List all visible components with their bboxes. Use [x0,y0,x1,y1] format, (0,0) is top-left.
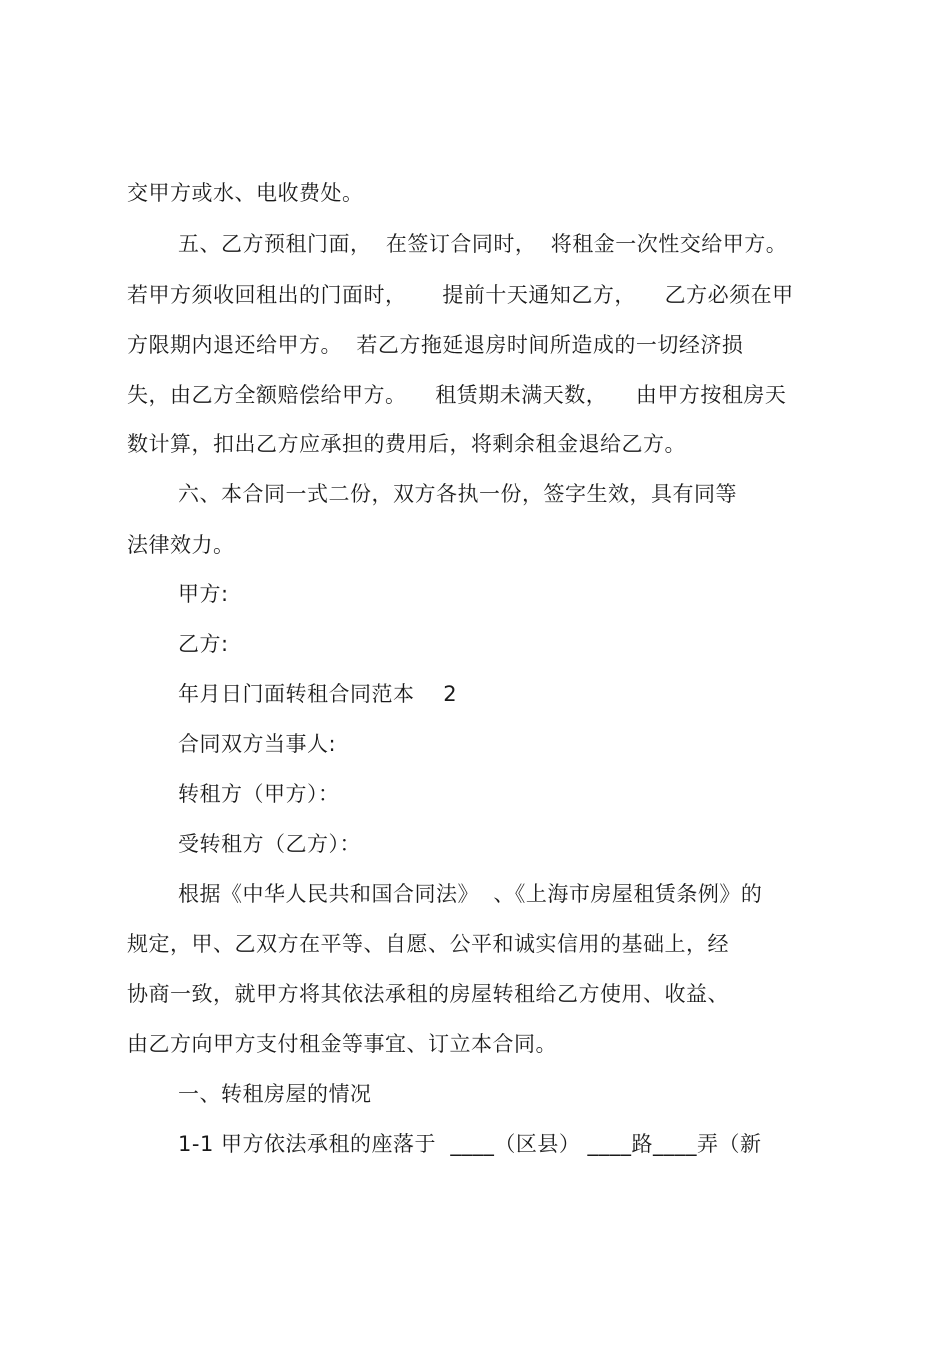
text-line: 1-1 甲方依法承租的座落于 ____（区县） ____路____弄（新 [178,1132,762,1156]
text-line: 转租方（甲方）： [178,782,340,806]
signature-party-b: 乙方: [178,632,229,656]
signature-party-a: 甲方: [178,582,229,606]
text-line: 受转租方（乙方）： [178,832,361,856]
text-line: 方限期内退还给甲方。 若乙方拖延退房时间所造成的一切经济损 [127,333,744,357]
text-line: 合同双方当事人: [178,732,337,756]
section-heading: 一、转租房屋的情况 [178,1082,372,1106]
text-line: 若甲方须收回租出的门面时， 提前十天通知乙方， 乙方必须在甲 [127,283,794,307]
text-line: 数计算，扣出乙方应承担的费用后，将剩余租金退给乙方。 [127,432,686,456]
text-line: 根据《中华人民共和国合同法》 、《上海市房屋租赁条例》的 [178,882,763,906]
section-title: 年月日门面转租合同范本 2 [178,682,458,706]
text-line: 法律效力。 [127,533,235,557]
text-line: 五、乙方预租门面， 在签订合同时， 将租金一次性交给甲方。 [178,232,788,256]
text-line: 失，由乙方全额赔偿给甲方。 租赁期未满天数， 由甲方按租房天 [127,383,787,407]
text-line: 规定，甲、乙双方在平等、自愿、公平和诚实信用的基础上，经 [127,932,729,956]
text-line: 协商一致，就甲方将其依法承租的房屋转租给乙方使用、收益、 [127,982,729,1006]
text-line: 交甲方或水、电收费处。 [127,181,364,205]
text-line: 六、本合同一式二份，双方各执一份，签字生效，具有同等 [178,482,737,506]
text-line: 由乙方向甲方支付租金等事宜、订立本合同。 [127,1032,557,1056]
